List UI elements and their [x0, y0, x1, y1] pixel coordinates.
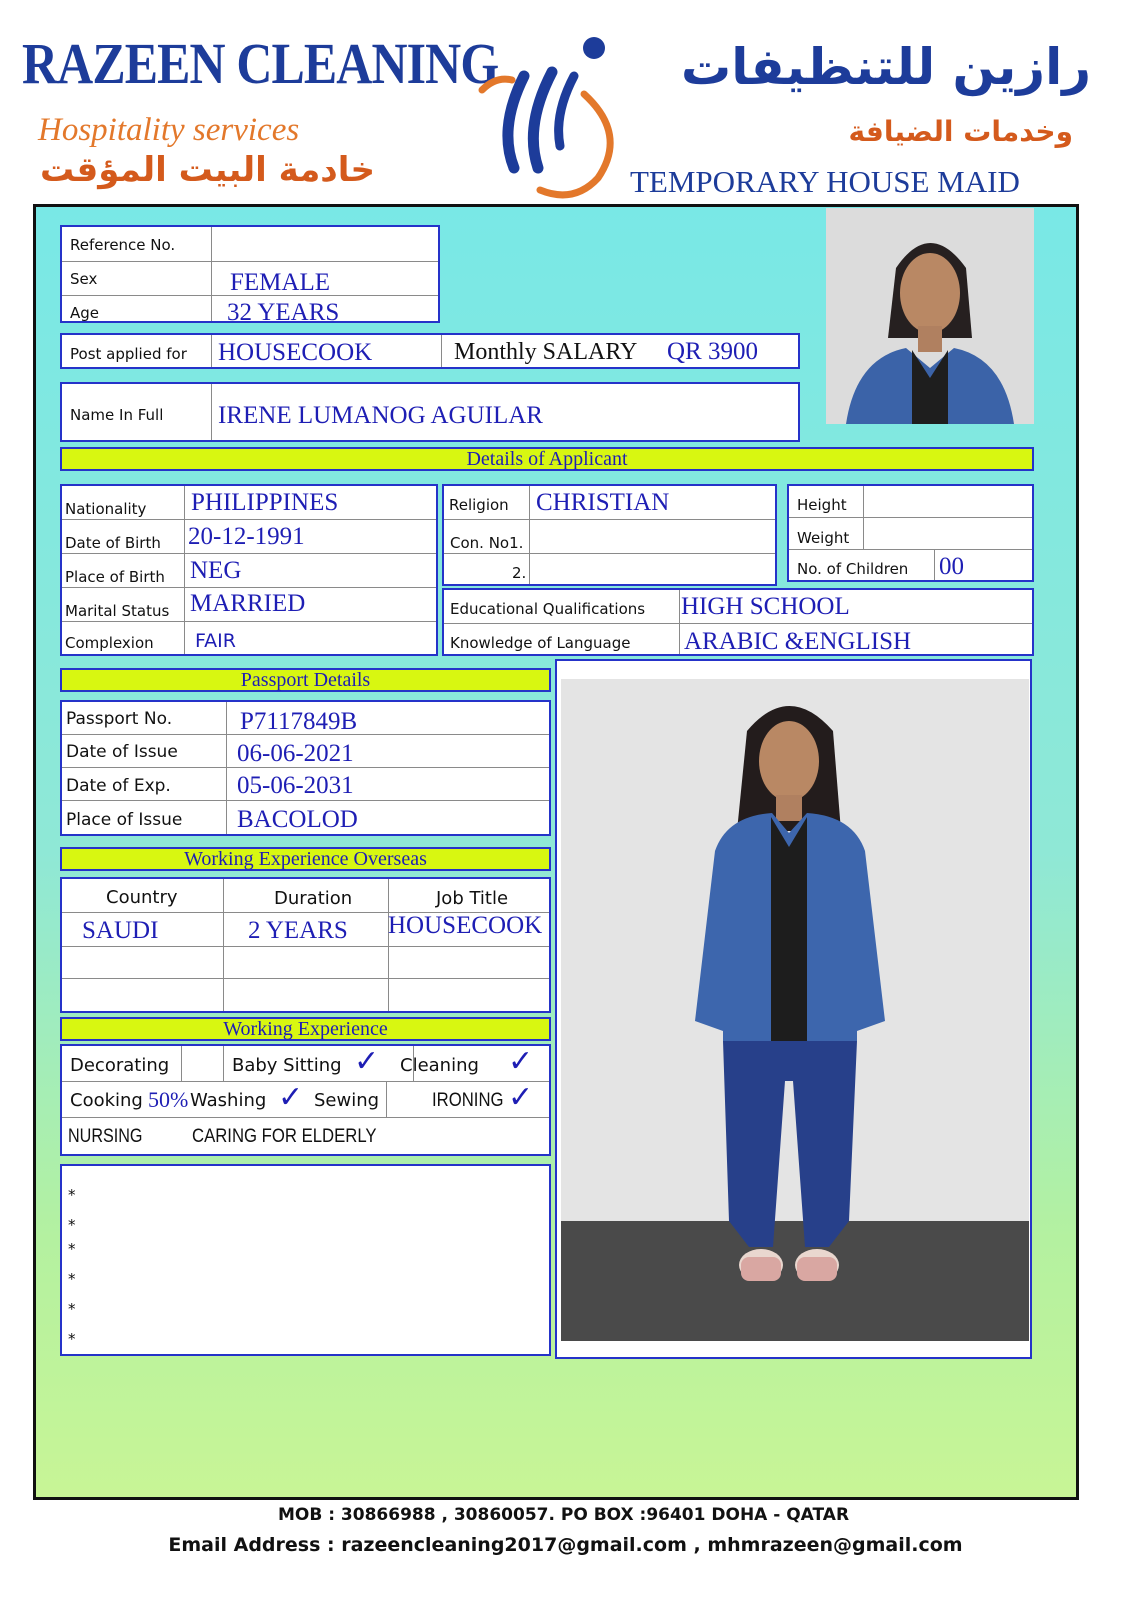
- sex-value: FEMALE: [230, 269, 330, 296]
- issue-place-value: BACOLOD: [237, 806, 358, 833]
- applicant-portrait: [826, 208, 1034, 424]
- basic-info-table: [60, 225, 440, 326]
- company-tagline: Hospitality services: [38, 112, 300, 148]
- skill-sewing: Sewing: [314, 1090, 380, 1111]
- issue-date-value: 06-06-2021: [237, 740, 354, 767]
- note-bullet: *: [68, 1300, 76, 1318]
- ironing-check-icon: ✓: [508, 1080, 534, 1115]
- name-value: IRENE LUMANOG AGUILAR: [218, 402, 543, 429]
- skills-table: [60, 1044, 551, 1156]
- post-value: HOUSECOOK: [218, 339, 373, 366]
- note-bullet: *: [68, 1186, 76, 1204]
- company-name: RAZEEN CLEANING: [22, 31, 499, 96]
- education-value: HIGH SCHOOL: [681, 593, 850, 620]
- overseas-table: [60, 877, 551, 1013]
- sex-label: Sex: [70, 270, 98, 288]
- notes-box: [60, 1164, 551, 1356]
- arabic-tagline: وخدمات الضيافة: [848, 115, 1073, 148]
- note-bullet: *: [68, 1270, 76, 1288]
- col-job-title: Job Title: [436, 888, 509, 909]
- col-duration: Duration: [274, 888, 353, 909]
- overseas-section-header: Working Experience Overseas: [60, 847, 551, 871]
- company-logo: [478, 18, 628, 200]
- passport-number-value: P7117849B: [240, 708, 358, 735]
- religion-label: Religion: [449, 496, 509, 514]
- arabic-subtitle-left: خادمة البيت المؤقت: [40, 150, 376, 190]
- post-applied-row: [60, 333, 800, 369]
- baby-sitting-check-icon: ✓: [354, 1044, 380, 1079]
- weight-label: Weight: [797, 529, 850, 547]
- reference-label: Reference No.: [70, 236, 176, 254]
- children-label: No. of Children: [797, 560, 909, 578]
- contact2-label: 2.: [512, 564, 527, 582]
- name-label: Name In Full: [70, 406, 164, 424]
- overseas-job-1: HOUSECOOK: [388, 912, 543, 939]
- arabic-company-name: رازين للتنظيفات: [680, 38, 1091, 96]
- skill-cooking: Cooking: [70, 1090, 143, 1111]
- height-label: Height: [797, 496, 847, 514]
- religion-contact-table: [442, 484, 777, 586]
- skill-washing: Washing: [190, 1090, 267, 1111]
- pob-value: NEG: [190, 557, 242, 584]
- language-value: ARABIC &ENGLISH: [684, 628, 912, 655]
- skill-cleaning: Cleaning: [400, 1055, 479, 1076]
- marital-value: MARRIED: [190, 590, 306, 617]
- personal-details-table: [60, 484, 438, 656]
- religion-value: CHRISTIAN: [536, 489, 670, 516]
- skill-ironing: IRONING: [432, 1090, 504, 1111]
- passport-section-header: Passport Details: [60, 668, 551, 692]
- pob-label: Place of Birth: [65, 568, 165, 586]
- nationality-value: PHILIPPINES: [191, 489, 339, 516]
- passport-number-label: Passport No.: [66, 709, 173, 729]
- dob-value: 20-12-1991: [188, 523, 305, 550]
- skill-nursing: NURSING: [68, 1126, 143, 1147]
- col-country: Country: [106, 887, 178, 908]
- cleaning-check-icon: ✓: [508, 1044, 534, 1079]
- children-value: 00: [939, 553, 964, 580]
- details-section-header: Details of Applicant: [60, 447, 1034, 471]
- age-value: 32 YEARS: [227, 299, 340, 326]
- issue-date-label: Date of Issue: [66, 742, 178, 762]
- expiry-date-value: 05-06-2031: [237, 772, 354, 799]
- education-label: Educational Qualifications: [450, 600, 646, 618]
- contact1-label: Con. No1.: [450, 534, 524, 552]
- expiry-date-label: Date of Exp.: [66, 776, 171, 796]
- complexion-label: Complexion: [65, 634, 154, 652]
- language-label: Knowledge of Language: [450, 634, 631, 652]
- education-language-table: [442, 588, 1034, 656]
- physical-details-table: [787, 484, 1034, 582]
- skill-decorating: Decorating: [70, 1055, 170, 1076]
- footer-email: Email Address : razeencleaning2017@gmail.com , mhmrazeen@gmail.com: [168, 1534, 963, 1556]
- issue-place-label: Place of Issue: [66, 810, 183, 830]
- overseas-country-1: SAUDI: [82, 917, 159, 944]
- cooking-level: 50%: [148, 1087, 189, 1112]
- salary-value: QR 3900: [667, 338, 758, 365]
- washing-check-icon: ✓: [278, 1080, 304, 1115]
- dob-label: Date of Birth: [65, 534, 161, 552]
- note-bullet: *: [68, 1216, 76, 1234]
- note-bullet: *: [68, 1330, 76, 1348]
- nationality-label: Nationality: [65, 500, 147, 518]
- overseas-duration-1: 2 YEARS: [248, 917, 348, 944]
- document-subtitle: TEMPORARY HOUSE MAID: [630, 164, 1020, 199]
- passport-table: [60, 700, 551, 836]
- marital-label: Marital Status: [65, 602, 170, 620]
- footer-contact: MOB : 30866988 , 30860057. PO BOX :96401 DOHA - QATAR: [277, 1505, 850, 1525]
- experience-section-header: Working Experience: [60, 1017, 551, 1041]
- skill-baby-sitting: Baby Sitting: [232, 1055, 342, 1076]
- applicant-full-photo: [555, 659, 1032, 1359]
- note-bullet: *: [68, 1240, 76, 1258]
- full-name-row: [60, 382, 800, 442]
- post-label: Post applied for: [70, 345, 187, 363]
- salary-label: Monthly SALARY: [454, 339, 638, 365]
- skill-elderly-care: CARING FOR ELDERLY: [192, 1126, 377, 1147]
- age-label: Age: [70, 304, 100, 322]
- complexion-value: FAIR: [195, 630, 236, 652]
